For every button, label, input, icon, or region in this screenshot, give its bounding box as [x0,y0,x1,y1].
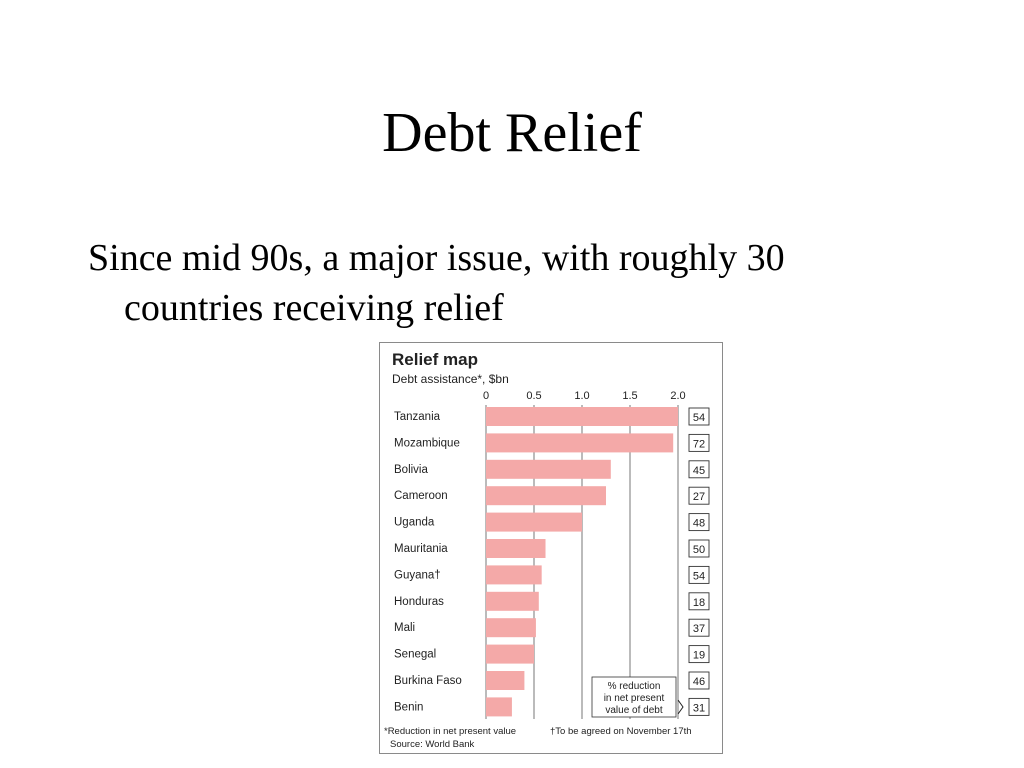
pct-value: 54 [692,412,706,424]
category-label: Senegal [394,648,437,661]
bar [486,513,582,532]
category-label: Mauritania [394,543,448,555]
category-label: Burkina Faso [394,675,462,687]
slide-body-text [88,233,968,333]
bar [486,433,673,452]
category-label: Cameroon [394,490,448,503]
callout-text: % reduction [607,681,661,692]
x-tick-label: 1.5 [622,390,638,402]
chart-canvas [380,343,722,753]
bar [486,618,536,637]
x-tick-label: 0.5 [526,390,542,402]
slide-title: Debt Relief [382,102,642,164]
category-label: Guyana† [394,569,441,582]
x-tick-label: 2.0 [670,390,686,402]
category-label: Uganda [394,516,435,529]
body-line-1: Since mid 90s, a major issue, with roughly 30 [88,237,785,279]
bar [486,592,539,611]
category-label: Mozambique [394,437,460,450]
x-tick-label: 0 [482,390,490,402]
pct-value: 31 [692,702,706,715]
pct-value: 19 [692,649,706,662]
category-label: Bolivia [394,463,428,476]
pct-value: 48 [692,517,706,530]
bar [486,486,606,505]
chart-title: Relief map [392,350,478,369]
bar [486,697,512,716]
bar [486,671,524,690]
x-tick-label: 1.0 [574,390,590,402]
category-label: Tanzania [394,411,441,423]
pct-value: 37 [692,623,706,636]
relief-map-chart [379,342,723,754]
callout-pointer [678,700,683,714]
chart-subtitle: Debt assistance*, $bn [392,372,509,386]
category-label: Benin [394,701,424,714]
pct-value: 72 [692,438,706,451]
bar [486,565,542,584]
bar [486,645,534,664]
footnote-left: *Reduction in net present value [384,726,517,737]
bar [486,460,611,479]
callout-text: value of debt [605,705,663,716]
footnote-right: †To be agreed on November 17th [550,726,692,737]
pct-value: 46 [692,676,706,688]
pct-value: 50 [692,544,706,556]
pct-value: 45 [692,464,706,477]
callout-text: in net present [603,693,665,704]
bar [486,539,546,558]
pct-value: 54 [692,570,706,583]
chart-source: Source: World Bank [390,739,475,750]
bar [486,407,678,426]
pct-value: 27 [692,491,706,504]
category-label: Mali [394,622,416,635]
pct-value: 18 [692,596,706,609]
category-label: Honduras [394,595,444,608]
body-line-2: countries receiving relief [124,287,504,329]
